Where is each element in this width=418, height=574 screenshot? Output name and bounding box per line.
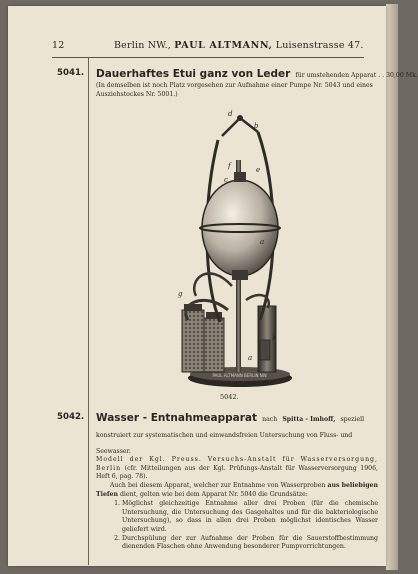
header-company: PAUL ALTMANN, [174, 40, 273, 51]
principle-item: 1. Möglichst gleichzeitige Entnahme aller drei Proben (für die chemische Untersuchung, die Untersuchung des Gasgehaltes und für die bakteriologische Untersuchung), so dass in allen drei Proben möglichst identisches Wasser geliefert wird. [122, 500, 378, 534]
entry-note-5041: (In demselben ist noch Platz vorgesehen zur Aufnahme einer Pumpe Nr. 5043 und eines Ausziehstockes Nr. 5001.) [96, 81, 373, 98]
base-inscription: PAUL ALTMANN BERLIN NW. [212, 373, 268, 378]
sample-bottle-left [182, 310, 204, 372]
label-d: d [228, 110, 233, 118]
header-street: Luisenstrasse 47. [275, 40, 364, 51]
entry-title-tail: nach [262, 416, 278, 423]
entry-desc-a: speziell konstruiert zur systematischen und einwandsfreien Untersuchung von Fluss- und Seewasser. [96, 416, 365, 455]
header-prefix: Berlin NW., [114, 40, 172, 51]
glass-globe [202, 180, 278, 276]
page-number: 12 [52, 40, 65, 51]
entry-p2-b: dient, gelten wie bei dem Apparat Nr. 5040 die Grundsätze: [119, 490, 308, 498]
entry-city-spaced: Berlin [96, 464, 122, 472]
label-f: f [228, 162, 231, 170]
column-rule [88, 57, 89, 565]
principle-item: 2. Durchspülung der zur Aufnahme der Proben für die Sauerstoffbestimmung dienenden Flaschen ohne Anwendung besonderer Pumpvorrichtungen. [122, 535, 378, 552]
entry-5042 [96, 409, 378, 552]
entry-price-line-5041: für umstehenden Apparat . . 30,00 Mk. [295, 72, 418, 79]
header-title [114, 40, 364, 51]
principles-list [96, 500, 378, 552]
item-number-5041: 5041. [57, 68, 85, 78]
label-b: b [254, 122, 259, 130]
label-c: c [224, 176, 228, 184]
entry-p2-bold-1: aus [327, 481, 340, 489]
label-a-upper: a [260, 238, 265, 246]
figure-caption: 5042. [220, 393, 239, 401]
label-k: k [272, 334, 277, 342]
entry-5041 [96, 67, 418, 99]
entry-model-spaced: Modell der Kgl. Preuss. Versuchs-Anstalt für Wasserversorgung, [96, 456, 378, 464]
label-e: e [256, 166, 261, 174]
label-a-lower: a [248, 354, 253, 362]
book-spine [386, 4, 398, 570]
label-g: g [178, 290, 183, 298]
catalog-page [8, 6, 418, 566]
entry-reference: (cfr. Mitteilungen aus der Kgl. Prüfungs-Anstalt für Wasserversorgung 1906, Heft 6, pag. 78). [96, 464, 378, 481]
item-number-5042: 5042. [57, 412, 85, 422]
header-rule [52, 57, 364, 58]
entry-p2-a: Auch bei diesem Apparat, welcher zur Entnahme von Wasserproben [110, 481, 326, 489]
sample-bottle-center [204, 318, 224, 372]
entry-p2-bold-2: beliebigen Tiefen [96, 481, 378, 498]
entry-authors: Spitta - Imhoff, [282, 416, 336, 423]
entry-title-5041: Dauerhaftes Etui ganz von Leder [96, 68, 291, 80]
apparatus-illustration [148, 110, 318, 390]
page-header [52, 40, 364, 54]
entry-title-5042: Wasser - Entnahmeapparat [96, 412, 258, 424]
